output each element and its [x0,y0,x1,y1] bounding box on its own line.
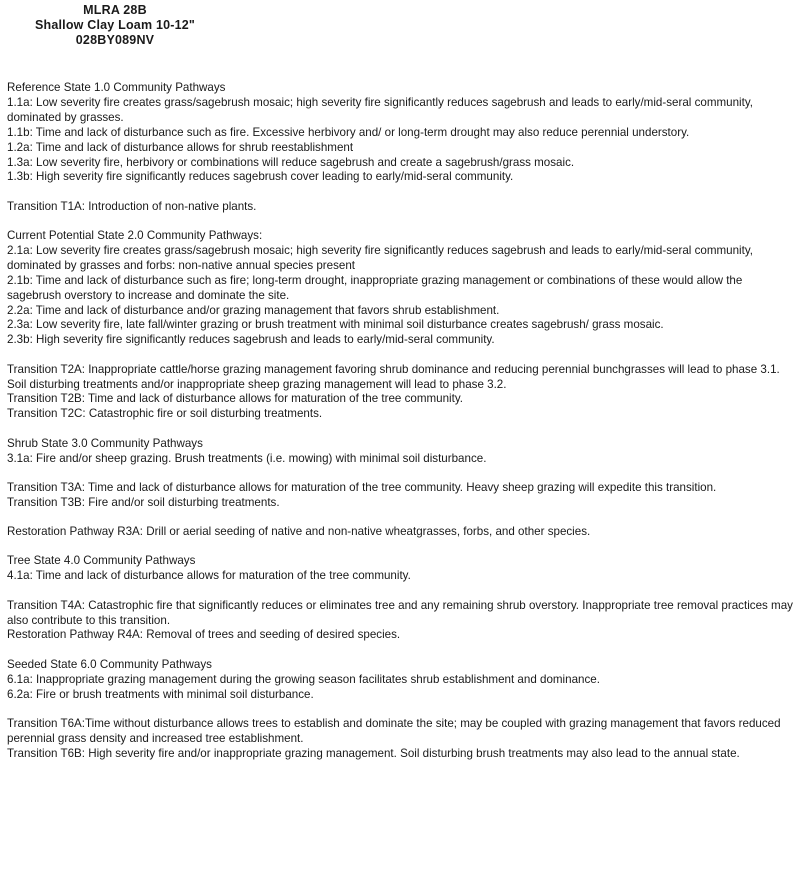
section-text-line: 1.3a: Low severity fire, herbivory or combinations will reduce sagebrush and create a sagebrush/grass mosaic. [7,155,575,169]
pathways-document-body [7,81,793,776]
section-heading-line: Transition T2A: Inappropriate cattle/horse grazing management favoring shrub dominance and reducing perennial bunchgrasses will lead to phase 3.1. Soil disturbing treatments and/or inappropriate sheep grazing management will lead to phase 3.2. [7,362,780,391]
site-name: Shallow Clay Loam 10-12" [34,18,196,32]
section-text-line: Restoration Pathway R4A: Removal of trees and seeding of desired species. [7,628,401,642]
section-heading-line: Tree State 4.0 Community Pathways [7,554,196,568]
section-heading-line: Transition T6A:Time without disturbance allows trees to establish and dominate the site; may be coupled with grazing management that favors reduced perennial grass density and increased tree establishment. [7,716,781,745]
section-text-line: Transition T6B: High severity fire and/or inappropriate grazing management. Soil disturbing brush treatments may also lead to the annual state. [7,746,740,760]
section-heading-line: Transition T3A: Time and lack of disturbance allows for maturation of the tree community. Heavy sheep grazing will expedite this transition. [7,480,717,494]
section-text-line: 1.3b: High severity fire significantly reduces sagebrush cover leading to early/mid-seral community. [7,170,514,184]
document-header [0,3,230,48]
section-text-line: 4.1a: Time and lack of disturbance allows for maturation of the tree community. [7,569,411,583]
site-id: 028BY089NV [75,33,155,47]
section-text-line: 6.2a: Fire or brush treatments with minimal soil disturbance. [7,687,314,701]
section-text-line: 1.1b: Time and lack of disturbance such as fire. Excessive herbivory and/ or long-term drought may also reduce perennial understory. [7,125,690,139]
section-text-line: 2.1a: Low severity fire creates grass/sagebrush mosaic; high severity fire significantly reduces sagebrush and leads to early/mid-seral community, dominated by grasses and forbs: non-native annual species present [7,243,753,272]
section-transitions-t3 [7,481,793,511]
section-text-line: 2.1b: Time and lack of disturbance such as fire; long-term drought, inappropriate grazing management or combinations of these would allow the sagebrush overstory to increase and dominate the site. [7,273,743,302]
section-text-line: 3.1a: Fire and/or sheep grazing. Brush treatments (i.e. mowing) with minimal soil disturbance. [7,451,487,465]
section-text-line: 2.3b: High severity fire significantly reduces sagebrush and leads to early/mid-seral community. [7,333,495,347]
section-heading-line: Reference State 1.0 Community Pathways [7,81,226,94]
section-text-line: 1.2a: Time and lack of disturbance allows for shrub reestablishment [7,140,354,154]
section-seeded-state [7,658,793,703]
section-heading-line: Transition T1A: Introduction of non-native plants. [7,199,257,213]
section-reference-state [7,81,793,185]
section-text-line: Transition T2B: Time and lack of disturbance allows for maturation of the tree community. [7,392,464,406]
section-text-line: 2.2a: Time and lack of disturbance and/or grazing management that favors shrub establishment. [7,303,500,317]
section-shrub-state [7,437,793,467]
section-heading-line: Shrub State 3.0 Community Pathways [7,436,203,450]
section-current-potential-state [7,229,793,348]
section-tree-state [7,554,793,584]
section-heading-line: Restoration Pathway R3A: Drill or aerial seeding of native and non-native wheatgrasses, forbs, and other species. [7,525,591,539]
section-text-line: 2.3a: Low severity fire, late fall/winter grazing or brush treatment with minimal soil disturbance creates sagebrush/ grass mosaic. [7,318,664,332]
section-heading-line: Current Potential State 2.0 Community Pathways: [7,229,263,243]
section-text-line: 1.1a: Low severity fire creates grass/sagebrush mosaic; high severity fire significantly reduces sagebrush and leads to early/mid-seral community, dominated by grasses. [7,95,753,124]
section-restoration-r3a [7,525,793,540]
section-text-line: Transition T3B: Fire and/or soil disturbing treatments. [7,495,280,509]
section-transition-t1a [7,200,793,215]
section-text-line: 6.1a: Inappropriate grazing management during the growing season facilitates shrub establishment and dominance. [7,672,600,686]
mlra-title: MLRA 28B [83,3,147,17]
section-transitions-t6 [7,717,793,762]
section-heading-line: Transition T4A: Catastrophic fire that significantly reduces or eliminates tree and any remaining shrub overstory. Inappropriate tree removal practices may also contribute to this transition. [7,598,793,627]
section-heading-line: Seeded State 6.0 Community Pathways [7,657,212,671]
section-text-line: Transition T2C: Catastrophic fire or soil disturbing treatments. [7,407,323,421]
section-transition-t4a [7,599,793,644]
section-transitions-t2 [7,363,793,423]
